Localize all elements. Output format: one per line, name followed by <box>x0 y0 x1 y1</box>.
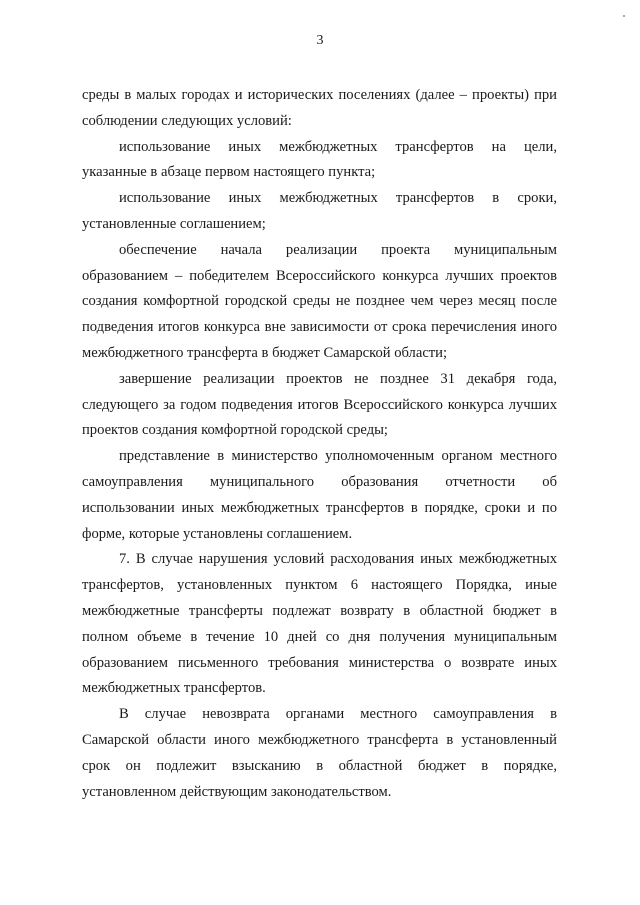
text-line: установленные соглашением; <box>82 215 266 232</box>
text-line: образованием письменного требования министерства о возврате иных <box>82 654 557 671</box>
text-line: проектов создания комфортной городской среды; <box>82 422 388 439</box>
text-line: срок он подлежит взысканию в областной бюджет в порядке, <box>82 757 557 774</box>
text-line: указанные в абзаце первом настоящего пункта; <box>82 164 376 181</box>
text-line: Самарской области иного межбюджетного трансферта в установленный <box>82 731 557 748</box>
text-line: завершение реализации проектов не позднее 31 декабря года, <box>119 370 557 387</box>
text-line: соблюдении следующих условий: <box>82 112 292 129</box>
text-line: межбюджетного трансферта в бюджет Самарской области; <box>82 344 448 361</box>
text-line: межбюджетные трансферты подлежат возврату в областной бюджет в <box>82 602 557 619</box>
text-line: межбюджетных трансфертов. <box>82 680 266 697</box>
scan-speck <box>623 15 625 17</box>
page-number: 3 <box>316 33 324 48</box>
text-line: самоуправления муниципального образования отчетности об <box>82 473 557 490</box>
text-line: использование иных межбюджетных трансфертов в сроки, <box>119 190 557 207</box>
document-body <box>82 83 557 805</box>
text-line: использовании иных межбюджетных трансфертов в порядке, сроки и по <box>82 499 557 516</box>
text-line: среды в малых городах и исторических поселениях (далее – проекты) при <box>82 87 557 103</box>
text-line: обеспечение начала реализации проекта муниципальным <box>119 241 557 258</box>
text-line: создания комфортной городской среды не позднее чем через месяц после <box>82 293 557 310</box>
text-line: подведения итогов конкурса вне зависимости от срока перечисления иного <box>82 319 557 336</box>
text-line: В случае невозврата органами местного самоуправления в <box>119 706 557 723</box>
text-line: установленном действующим законодательством. <box>82 783 392 800</box>
text-line: образованием – победителем Всероссийского конкурса лучших проектов <box>82 267 557 284</box>
text-line: полном объеме в течение 10 дней со дня получения муниципальным <box>82 628 557 645</box>
text-line: следующего за годом подведения итогов Всероссийского конкурса лучших <box>82 396 557 413</box>
text-line: трансфертов, установленных пунктом 6 настоящего Порядка, иные <box>82 577 557 594</box>
text-line: 7. В случае нарушения условий расходования иных межбюджетных <box>119 551 557 568</box>
text-line: представление в министерство уполномоченным органом местного <box>119 448 557 465</box>
text-line: форме, которые установлены соглашением. <box>82 525 353 542</box>
text-line: использование иных межбюджетных трансфертов на цели, <box>119 138 557 155</box>
